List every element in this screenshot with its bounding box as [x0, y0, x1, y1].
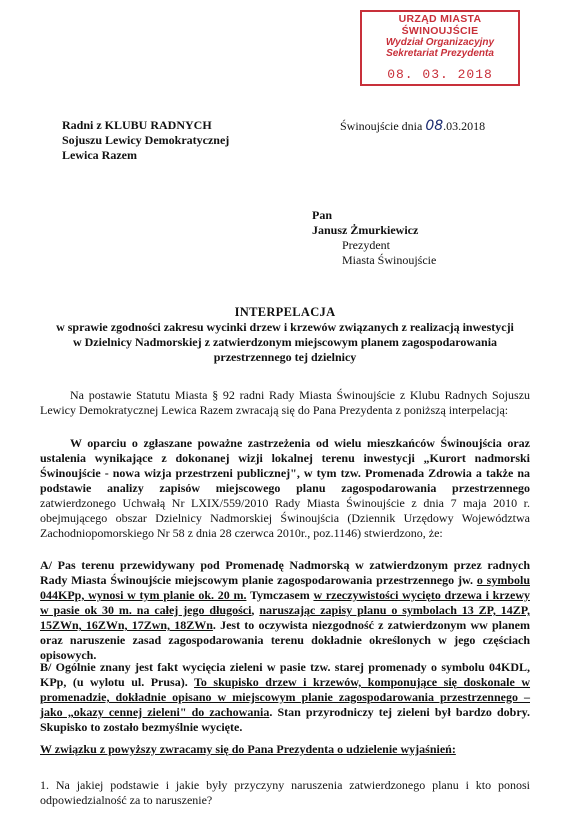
recipient-role: Prezydent: [342, 238, 390, 252]
question-1: 1. Na jakiej podstawie i jakie były przyczyny naruszenia zatwierdzonego planu i kto ponosi odpowiedzialność za to naruszenie?: [40, 778, 530, 807]
point-a-text: A/ Pas terenu przewidywany pod Promenadę Nadmorską w zatwierdzonym przez radnych Rady Miasta Świnoujście miejscowym planie zagospodarowania przestrzennego jw.: [40, 558, 530, 587]
stamp-date: 08. 03. 2018: [387, 67, 493, 83]
handwritten-day: 08: [425, 118, 444, 134]
stamp-secretariat: Sekretariat Prezydenta: [386, 48, 494, 60]
basis-paragraph: [40, 436, 530, 541]
received-stamp: [360, 10, 520, 86]
date-line: [340, 118, 485, 134]
recipient-block: [312, 208, 436, 268]
point-a-text: . Jest to oczywista niezgodność z zatwierdzonym ww planem oraz naruszenie zasad zagospodarowania terenu dokładnie określonych w jego częściach opisowych.: [40, 618, 530, 662]
stamp-office: URZĄD MIASTA ŚWINOUJŚCIE: [398, 13, 482, 37]
point-a-text: ,: [251, 603, 260, 617]
point-b-text: . Stan przyrodniczy tej zieleni był bardzo dobry. Skupisko to zostało bezmyślnie wycięte.: [40, 705, 531, 734]
document-title: [40, 305, 530, 365]
point-b-underlined: To skupisko drzew i krzewów, komponujące się doskonale w promenadzie, dokładnie opisano w miejscowym planie zagospodarowania przestrzennego – jako „okazy cennej zieleni" do zachowania: [40, 675, 531, 719]
sender-line: Lewica Razem: [62, 148, 137, 162]
point-a-text: Tymczasem: [246, 588, 314, 602]
basis-text: zatwierdzonego Uchwałą Nr LXIX/559/2010 Rady Miasta Świnoujście z dnia 7 maja 2010 r. obejmującego obszar Dzielnicy Nadmorskiej Świnoujścia (Dziennik Urzędowy Województwa Zachodniopomorskiego Nr 58 z dnia 28 czerwca 2010r., poz.1146) stwierdzono, że:: [40, 496, 530, 540]
intro-paragraph: Na postawie Statutu Miasta § 92 radni Rady Miasta Świnoujście z Klubu Radnych Sojuszu Lewicy Demokratycznej Lewica Razem zwracają się do Pana Prezydenta z poniższą interpelacją:: [40, 388, 530, 417]
title-line: w sprawie zgodności zakresu wycinki drzew i krzewów związanych z realizacją inwestycji: [56, 320, 514, 334]
sender-line: Sojuszu Lewicy Demokratycznej: [62, 133, 230, 147]
basis-bold-text: W oparciu o zgłaszane poważne zastrzeżenia od wielu mieszkańców Świnoujścia oraz ustalenia wynikające z dokonanej wizji lokalnej terenu inwestycji „Kurort nadmorski Świnoujście - nowa wizja przestrzeni publicznej", w tym tzw. Promenada Zdrowia a także na podstawie analizy zapisów miejscowego planu zagospodarowania przestrzennego: [40, 436, 530, 495]
point-b-text: B/ Ogólnie znany jest fakt wycięcia zieleni w pasie tzw. starej promenady o symbolu 04KDL, KPp, (u wylotu ul. Prusa).: [40, 660, 530, 689]
title-line: przestrzennego tej dzielnicy: [213, 350, 357, 364]
title-heading: INTERPELACJA: [234, 305, 336, 319]
point-a-underlined: o symbolu 044KPp, wynosi w tym planie ok. 20 m.: [40, 573, 530, 602]
title-line: w Dzielnicy Nadmorskiej z zatwierdzonym miejscowym planem zagospodarowania: [72, 335, 498, 349]
recipient-name: Janusz Żmurkiewicz: [312, 223, 419, 237]
point-a-paragraph: [40, 558, 530, 663]
point-b-paragraph: [40, 660, 530, 735]
sender-line: Radni z KLUBU RADNYCH: [62, 118, 212, 132]
request-line: W związku z powyższy zwracamy się do Pana Prezydenta o udzielenie wyjaśnień:: [40, 742, 456, 756]
point-a-underlined: naruszając zapisy planu o symbolach 13 ZP, 14ZP, 15ZWn, 16ZWn, 17Zwn, 18ZWn: [40, 603, 530, 632]
recipient-salutation: Pan: [312, 208, 333, 222]
date-prefix: Świnoujście dnia: [340, 119, 423, 133]
point-a-underlined: w rzeczywistości wycięto drzewa i krzewy w pasie ok 30 m. na całej jego długości: [40, 588, 530, 617]
stamp-department: Wydział Organizacyjny: [385, 37, 495, 49]
sender-block: [62, 118, 229, 163]
recipient-office: Miasta Świnoujście: [342, 253, 437, 267]
date-suffix: .03.2018: [443, 119, 486, 133]
